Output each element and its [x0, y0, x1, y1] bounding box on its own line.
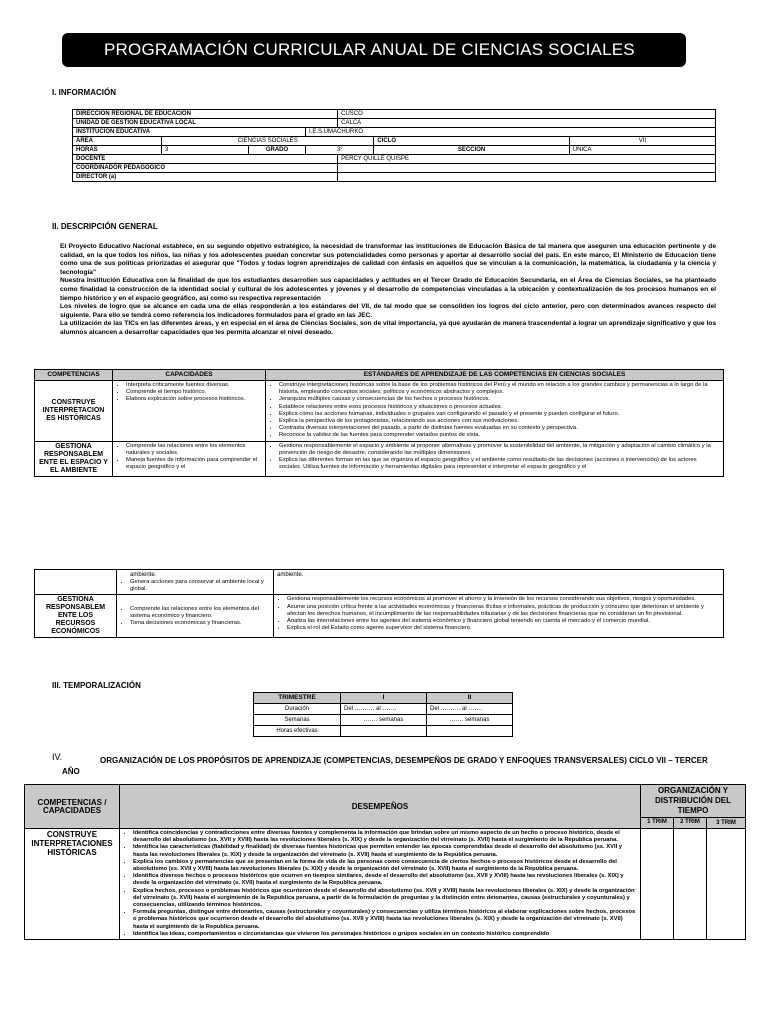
capacidades-cell — [117, 570, 274, 595]
list-item: • Explica las diferentes formas en las que se organiza el espacio geográfico y el ambiente como resultado de las decisiones (acciones o intervención) de los actores sociales. Utiliza fuentes de información y herramientas digitales para representar e interpretar el espacio geográfico y el — [279, 457, 720, 471]
description-paragraph: La utilización de las TICs en las diferentes áreas, y en especial en el área de Ciencias Sociales, son de vital importancia, ya que ayudarán de manera trascendental a lograr un aprendizaje significativo y que los alumnos alcancen a desarrollar capacidades que les permita alcanzar el nivel deseado. — [60, 320, 716, 336]
docente-label: DOCENTE — [73, 155, 338, 164]
section-organizacion-heading: ORGANIZACIÓN DE LOS PROPÓSITOS DE APRENDIZAJE (COMPETENCIAS, DESEMPEÑOS DE GRADO Y ENFOQUES TRANSVERSALES) CICLO VII – TERCER AÑO — [62, 756, 708, 776]
capacidades-cell — [113, 441, 266, 476]
trimestre-header: TRIMESTRE — [254, 693, 341, 704]
trim-3-header: 3 TRIM — [707, 818, 746, 829]
estandares-header: ESTÁNDARES DE APRENDIZAJE DE LAS COMPETENCIAS EN CIENCIAS SOCIALES — [266, 370, 724, 381]
estandares-cell — [266, 441, 724, 476]
semanas-t2: ……. semanas — [427, 715, 513, 726]
description-paragraph: Los niveles de logro que se alcance en cada una de ellas responderán a los estándares del VII, de tal modo que se consoliden los logros del ciclo anterior, pero con determinados avances respecto del siguiente. Para ello se tendrá como referencia los indicadores formulados para el grado en las JEC. — [60, 303, 716, 319]
list-item: • Toma decisiones económicas y financieras. — [130, 620, 270, 627]
capacidades-header: CAPACIDADES — [113, 370, 266, 381]
coordinador-label: COORDINADOR PEDAGÓGICO — [73, 164, 338, 173]
competencia-historicas: CONSTRUYE INTERPRETACION ES HISTÓRICAS — [35, 381, 113, 442]
competencia-espacio: GESTIONA RESPONSABLEM ENTE EL ESPACIO Y EL AMBIENTE — [35, 441, 113, 476]
list-item: • Maneja fuentes de información para comprender el espacio geográfico y el — [126, 457, 262, 471]
list-item: • Gestiona responsablemente los recursos económicos al promover el ahorro y la inversión de los recursos considerando sus objetivos, riesgos y oportunidades. — [287, 596, 720, 603]
description-text — [60, 243, 716, 338]
list-item: • Interpreta críticamente fuentes diversas. — [126, 382, 262, 389]
competencia-historicas-org: CONSTRUYE INTERPRETACIONES HISTÓRICAS — [25, 829, 120, 940]
competencias-table — [34, 369, 724, 477]
list-item: • Explica hechos, procesos o problemas históricos que ocurrieron desde el desarrollo del absolutismo (ss. XVII y XVIII) hasta las revoluciones liberales (s. XIX) y desde la organización del virreinato (s. XVII) hasta el surgimiento de la Republica peruana, a partir de la formulación de preguntas y la distinción entre detonantes, causas (estructurales y coyunturales) y consecuencias, utilizando términos históricos. — [133, 888, 637, 910]
duracion-t1: Del …….… al ……. — [341, 704, 427, 715]
competencia-recursos: GESTIONA RESPONSABLEM ENTE LOS RECURSOS ECONÓMICOS — [35, 595, 117, 638]
list-item: • Asume una posición crítica frente a las actividades económicas y financieras ilícitas e informales, prácticas de producción y consumo que deterioran el ambiente y afectan los derechos humanos, el incumplimiento de las responsabilidades tributarias y de las decisiones financieras que no consideran un fin previsional. — [287, 604, 720, 618]
horas-label: HORAS — [73, 146, 162, 155]
grado-value: 3° — [306, 146, 374, 155]
list-item: • Comprende las relaciones entre los elementos naturales y sociales. — [126, 443, 262, 457]
duracion-label: Duración — [254, 704, 341, 715]
grado-label: GRADO — [249, 146, 306, 155]
duracion-t2: Del …….… al ……. — [427, 704, 513, 715]
ie-label: INSTITUCIÓN EDUCATIVA — [73, 128, 306, 137]
area-label: ÁREA — [73, 137, 162, 146]
capacidades-cell — [117, 595, 274, 638]
section-descripcion-heading: II. DESCRIPCIÓN GENERAL — [52, 222, 158, 231]
tiempo-header: ORGANIZACIÓN Y DISTRIBUCIÓN DEL TIEMPO — [641, 785, 746, 818]
list-item: • Identifica coincidencias y contradicciones entre diversas fuentes y complementa la información que brindan sobre un mismo aspecto de un hecho o proceso histórico, desde el desarrollo del absolutismo (ss. XVII y XVIII) hasta las revoluciones liberales (s. XIX) y desde la organización del virreinato (s. XVII) hasta el surgimiento de la Republica peruana. — [133, 830, 637, 844]
ciclo-label: CICLO — [374, 137, 569, 146]
desempenos-cell — [120, 829, 641, 940]
list-item: • Reconoce la validez de las fuentes para comprender variados puntos de vista. — [279, 432, 720, 439]
list-item: • Identifica diversos hechos o procesos históricos que ocurren en tiempos similares, desde el desarrollo del absolutismo (ss. XVII y XVIII) hasta las revoluciones liberales (s. XIX) y desde la organización del virreinato (s. XVII) hasta el surgimiento de la Republica peruana. — [133, 873, 637, 887]
ugel-value: CALCA — [338, 119, 716, 128]
trimestre-2-header: II — [427, 693, 513, 704]
organizacion-table — [24, 784, 746, 940]
temporalizacion-table — [253, 692, 513, 737]
docente-value: PERCY QUILLE QUISPE — [338, 155, 716, 164]
trim-3-cell — [707, 829, 746, 940]
list-item: • Explica cómo las acciones humanas, individuales o grupales van configurando el pasado y el presente y pueden configurar el futuro. — [279, 411, 720, 418]
horas-efectivas-t2 — [427, 726, 513, 737]
coordinador-value — [338, 164, 716, 173]
list-item: • Gestiona responsablemente el espacio y ambiente al proponer alternativas y promover la sostenibilidad del ambiente, la mitigación y adaptación al cambio climático y la prevención de riesgo de desastre, considerando las múltiples dimensiones. — [279, 443, 720, 457]
area-value: CIENCIAS SOCIALES — [162, 137, 374, 146]
description-paragraph: Nuestra Institución Educativa con la finalidad de que los estudiantes desarrollen sus capacidades y actitudes en el Tercer Grado de Educación Secundaria, en el Área de Ciencias Sociales, se ha planteado como finalidad la construcción de la identidad social y cultural de los adolescentes y jóvenes y el desarrollo de competencias vinculadas a la ubicación y contextualización de los procesos humanos en el tiempo histórico y en el espacio geográfico, así como su respectiva representación — [60, 277, 716, 302]
list-item: • Contrasta diversas interpretaciones del pasado, a partir de distintas fuentes evaluadas en su contexto y perspectiva. — [279, 425, 720, 432]
horas-efectivas-label: Horas efectivas — [254, 726, 341, 737]
list-item: • Identifica las características (fiabilidad y finalidad) de diversas fuentes históricas que permiten entender las épocas comprendidas desde el desarrollo del absolutismo (ss. XVII y hasta las revoluciones liberales (s. XIX) y desde la organización del virreinato (s. XVII) hasta el surgimiento de la Republica peruana. — [133, 844, 637, 858]
competencia-cont-cell — [35, 570, 117, 595]
director-label: DIRECTOR (a) — [73, 173, 338, 182]
section-iv-number: IV. — [52, 752, 63, 762]
page-title: PROGRAMACIÓN CURRICULAR ANUAL DE CIENCIAS SOCIALES — [62, 33, 686, 67]
list-item: • Explica los cambios y permanencias que se presentan en la forma de vida de las personas como consecuencia de ciertos hechos o procesos históricos desde el desarrollo del absolutismo (ss. XVII y XVIII) hasta las revoluciones liberales (s. XIX) y desde la organización del virreinato (s. XVII) hasta el surgimiento de la Republica peruana. — [133, 859, 637, 873]
info-table — [72, 109, 716, 182]
seccion-label: SECCIÓN — [374, 146, 569, 155]
list-item: • Explica la perspectiva de los protagonistas, relacionando sus acciones con sus motivaciones. — [279, 418, 720, 425]
semanas-label: Semanas — [254, 715, 341, 726]
horas-efectivas-t1 — [341, 726, 427, 737]
list-item: • Genera acciones para conservar el ambiente local y global. — [130, 579, 270, 593]
trimestre-1-header: I — [341, 693, 427, 704]
semanas-t1: ……. semanas — [341, 715, 427, 726]
seccion-value: UNICA — [569, 146, 715, 155]
estandares-cell — [274, 570, 724, 595]
ciclo-value: VII — [569, 137, 715, 146]
list-item: • Analiza las interrelaciones entre los agentes del sistema económico y financiero global teniendo en cuenta el mercado y el comercio mundial. — [287, 618, 720, 625]
desempenos-header: DESEMPEÑOS — [120, 785, 641, 829]
trim-2-header: 2 TRIM — [674, 818, 707, 829]
list-item: • Comprende el tiempo histórico. — [126, 389, 262, 396]
competencias-capacidades-header: COMPETENCIAS / CAPACIDADES — [25, 785, 120, 829]
description-paragraph: El Proyecto Educativo Nacional establece, en su segundo objetivo estratégico, la necesidad de transformar las instituciones de Educación Básica de tal manera que aseguren una educación pertinente y de calidad, en la que todos los niños, las niñas y los adolescentes puedan concretar sus potencialidades como personas y aportar al desarrollo social del país. En este marco, El Ministerio de Educación tiene como una de sus políticas priorizadas el asegurar que "Todos y todas logren aprendizajes de calidad con énfasis en aquellos que se vinculan a la comunicación, la matemática, la ciudadanía y la ciencia y tecnología" — [60, 243, 716, 276]
list-item: • Establece relaciones entre esos procesos históricos y situaciones o procesos actuales. — [279, 404, 720, 411]
competencias-header: COMPETENCIAS — [35, 370, 113, 381]
section-temporalizacion-heading: III. TEMPORALIZACIÓN — [52, 681, 141, 690]
capacidades-cell — [113, 381, 266, 442]
list-item: • Formula preguntas, distingue entre detonantes, causas (estructurales y coyunturales) y consecuencias y utiliza términos históricos al elaborar explicaciones sobre hechos, procesos o problemas históricos que ocurrieron desde el desarrollo del absolutismo (ss. XVII y XVIII) hasta las revoluciones liberales (s. XIX) y desde la organización del virreinato (s. XVII) hasta el surgimiento de la Republica peruana. — [133, 909, 637, 931]
list-item: • Identifica las ideas, comportamientos o circunstancias que vivieron los personajes históricos o grupos sociales en un contexto histórico comprendido — [133, 931, 637, 938]
list-item: • Construye interpretaciones históricas sobre la base de los problemas históricos del Perú y el mundo en relación a los grandes cambios y permanencias a lo largo de la historia, empleando conceptos sociales, políticos y económicos abstractos y complejos. — [279, 382, 720, 396]
list-item: • Jerarquiza múltiples causas y consecuencias de los hechos o procesos históricos. — [279, 396, 720, 403]
horas-value: 3 — [162, 146, 249, 155]
ugel-label: UNIDAD DE GESTIÓN EDUCATIVA LOCAL — [73, 119, 338, 128]
competencias-table-continued — [34, 569, 724, 638]
continued-text: ambiente. — [130, 572, 157, 578]
list-item: • Comprende las relaciones entre los elementos del sistema económico y financiero. — [130, 606, 270, 620]
dre-value: CUSCO — [338, 110, 716, 119]
dre-label: DIRECCIÓN REGIONAL DE EDUCACIÓN — [73, 110, 338, 119]
list-item: • Elabora explicación sobre procesos históricos. — [126, 396, 262, 403]
director-value — [338, 173, 716, 182]
estandares-cell — [266, 381, 724, 442]
estandares-cell — [274, 595, 724, 638]
continued-text: ambiente. — [277, 572, 304, 578]
ie-value: I.E.S.UMACHURKO — [306, 128, 716, 137]
trim-2-cell — [674, 829, 707, 940]
section-informacion-heading: I. INFORMACIÓN — [52, 88, 116, 97]
trim-1-header: 1 TRIM — [641, 818, 674, 829]
list-item: • Explica el rol del Estado como agente supervisor del sistema financiero. — [287, 625, 720, 632]
trim-1-cell — [641, 829, 674, 940]
